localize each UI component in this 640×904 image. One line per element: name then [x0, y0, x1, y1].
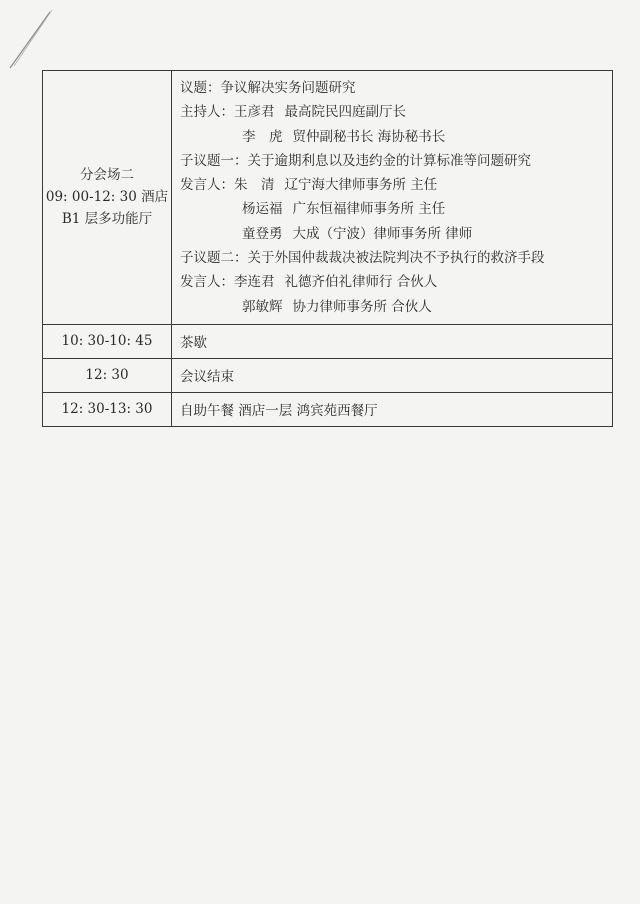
speaker-name: 朱 清	[234, 177, 275, 194]
host-line-2	[180, 125, 604, 149]
row-detail: 茶歇	[172, 324, 613, 358]
subtopic-1: 子议题一：关于逾期利息以及违约金的计算标准等问题研究	[180, 152, 531, 169]
hosts-label: 主持人：	[180, 104, 234, 121]
row-time: 10: 30-10: 45	[43, 324, 172, 358]
speaker-title: 辽宁海大律师事务所 主任	[284, 177, 438, 194]
row-detail: 会议结束	[172, 358, 613, 392]
host-title: 贸仲副秘书长 海协秘书长	[292, 128, 446, 145]
speakers-label: 发言人：	[180, 177, 234, 194]
speaker-line-3	[180, 222, 604, 246]
table-row	[43, 358, 613, 392]
session-time: 09: 00-12: 30 酒店	[45, 189, 169, 206]
table-row	[43, 392, 613, 426]
host-name: 李 虎	[242, 128, 283, 145]
speaker-line-5	[180, 295, 604, 319]
speaker-name: 李连君	[234, 274, 275, 291]
speaker-name: 郭敏辉	[242, 298, 283, 315]
speaker-line-4	[180, 270, 604, 294]
row-time: 12: 30	[43, 358, 172, 392]
speaker-title: 礼德齐伯礼律师行 合伙人	[284, 274, 438, 291]
host-title: 最高院民四庭副厅长	[284, 104, 406, 121]
speaker-line-2	[180, 197, 604, 221]
speaker-title: 广东恒福律师事务所 主任	[292, 201, 446, 218]
session-venue: B1 层多功能厅	[61, 211, 153, 228]
session-detail-cell	[172, 71, 613, 325]
session-row	[43, 71, 613, 325]
speaker-line-1	[180, 173, 604, 197]
session-label: 分会场二	[80, 167, 134, 184]
speakers-label: 发言人：	[180, 274, 234, 291]
session-time-cell	[43, 71, 172, 325]
host-name: 王彦君	[234, 104, 275, 121]
table-row	[43, 324, 613, 358]
speaker-name: 童登勇	[242, 225, 283, 242]
subtopic-2: 子议题二：关于外国仲裁裁决被法院判决不予执行的救济手段	[180, 250, 545, 267]
speaker-title: 大成（宁波）律师事务所 律师	[292, 225, 473, 242]
pen-stroke-mark	[2, 6, 62, 76]
host-line-1	[180, 100, 604, 124]
topic-line: 议题：争议解决实务问题研究	[180, 80, 356, 96]
row-time: 12: 30-13: 30	[43, 392, 172, 426]
row-detail: 自助午餐 酒店一层 鸿宾苑西餐厅	[172, 392, 613, 426]
speaker-name: 杨运福	[242, 201, 283, 218]
schedule-table	[42, 70, 613, 427]
speaker-title: 协力律师事务所 合伙人	[292, 298, 432, 315]
